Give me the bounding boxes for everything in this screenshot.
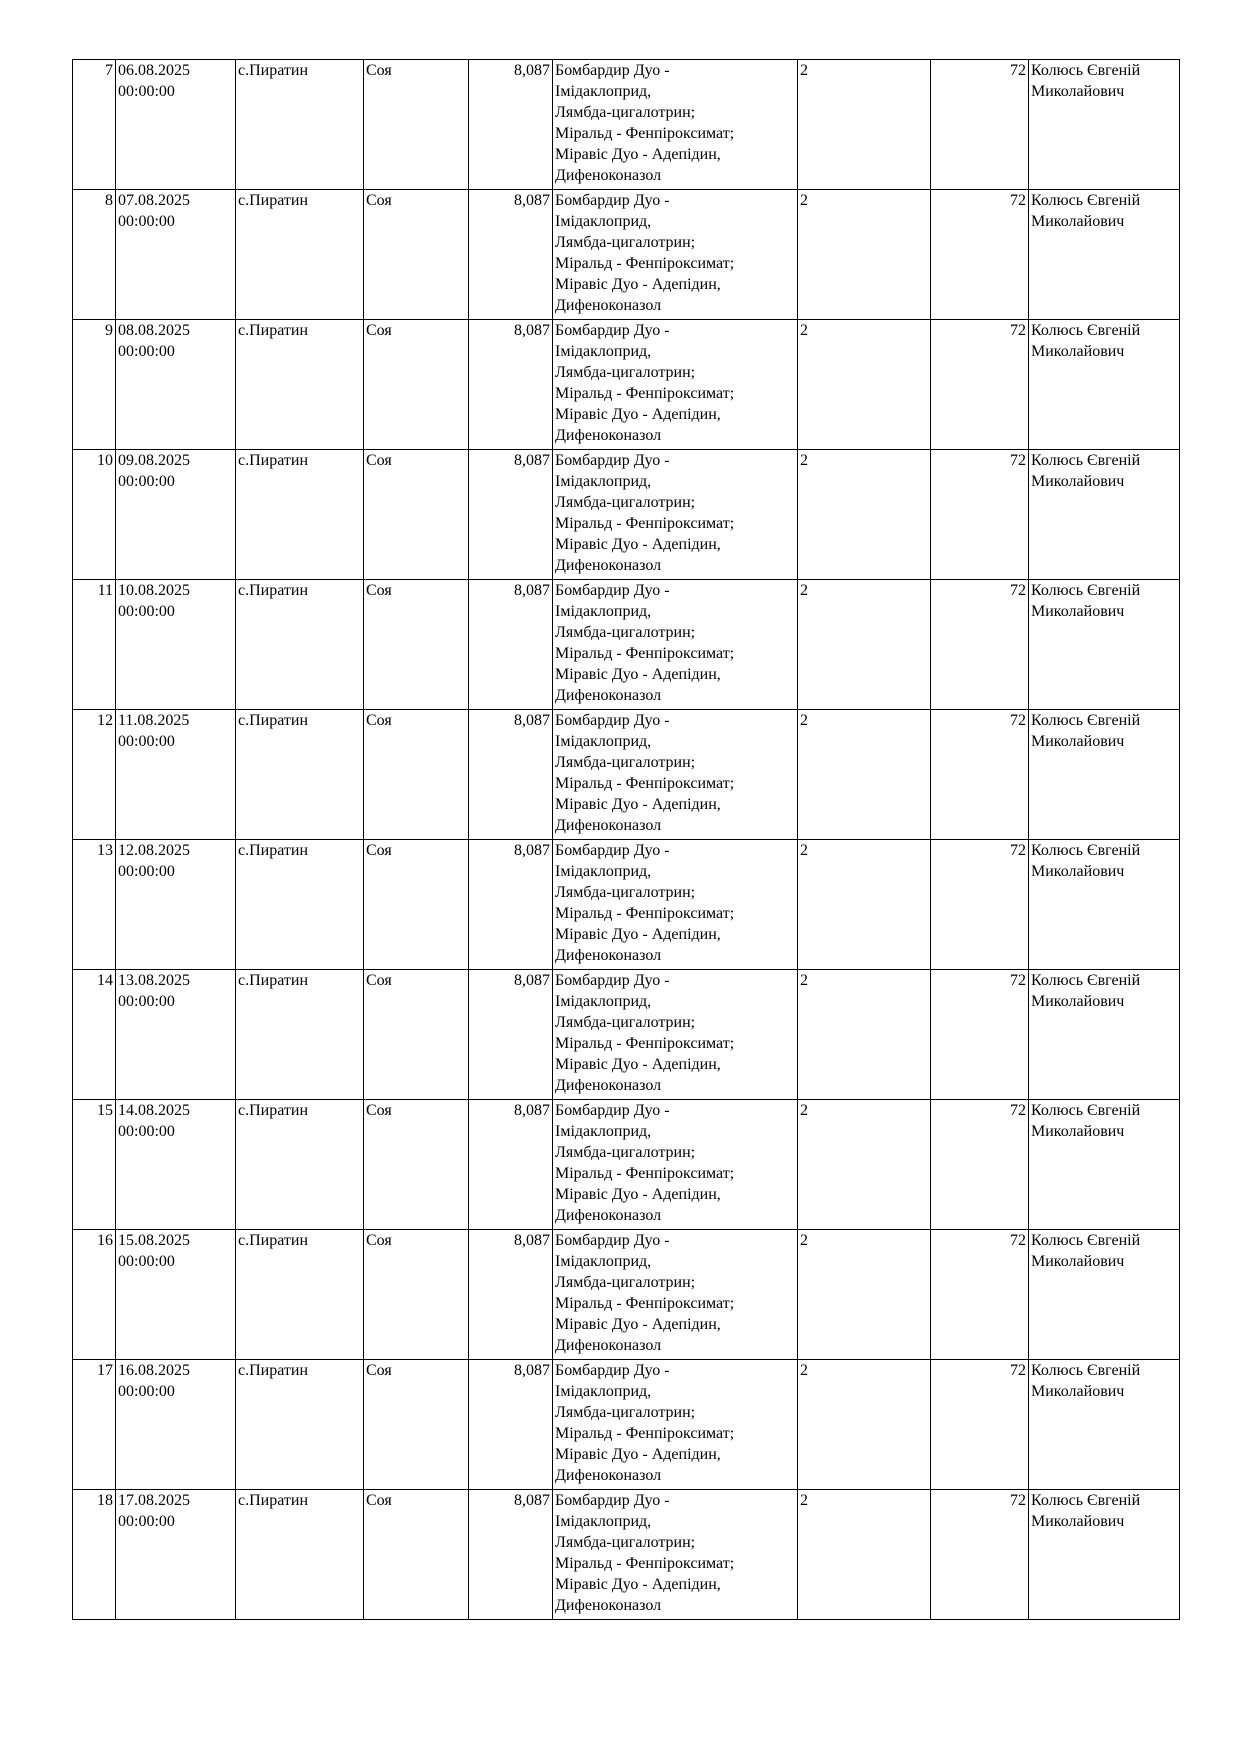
preparation-line: Міральд - Фенпіроксимат;: [555, 1295, 735, 1312]
preparation-line: Міравіс Дуо - Адепідин,: [555, 1576, 721, 1593]
preparation-line: Міральд - Фенпіроксимат;: [555, 905, 735, 922]
preparation-line: Міравіс Дуо - Адепідин,: [555, 406, 721, 423]
responsible-person-cell: Колюсь Євгеній Миколайович: [1029, 320, 1180, 450]
row-number: 12: [73, 710, 116, 840]
date: 08.08.2025: [118, 322, 190, 339]
place-cell: с.Пиратин: [236, 1230, 364, 1360]
area-cell: 8,087: [469, 1100, 553, 1230]
hours-cell: 72: [931, 970, 1029, 1100]
time: 00:00:00: [118, 1513, 175, 1530]
hours-cell: 72: [931, 580, 1029, 710]
preparation-line: Міральд - Фенпіроксимат;: [555, 1035, 735, 1052]
table-row: [73, 1230, 1180, 1360]
preparation-line: Бомбардир Дуо -: [555, 1102, 670, 1119]
preparation-cell: [553, 710, 798, 840]
preparation-cell: [553, 1100, 798, 1230]
preparation-line: Міравіс Дуо - Адепідин,: [555, 1186, 721, 1203]
date-cell: [116, 1360, 236, 1490]
preparation-line: Імідаклоприд,: [555, 733, 652, 750]
date-cell: [116, 710, 236, 840]
row-number: 11: [73, 580, 116, 710]
crop-cell: Соя: [364, 60, 469, 190]
preparation-line: Дифеноконазол: [555, 1207, 662, 1224]
table-row: [73, 970, 1180, 1100]
time: 00:00:00: [118, 603, 175, 620]
preparation-line: Бомбардир Дуо -: [555, 1362, 670, 1379]
crop-cell: Соя: [364, 840, 469, 970]
preparation-line: Міравіс Дуо - Адепідин,: [555, 666, 721, 683]
crop-cell: Соя: [364, 450, 469, 580]
preparation-line: Дифеноконазол: [555, 557, 662, 574]
preparation-cell: [553, 1490, 798, 1620]
hours-cell: 72: [931, 190, 1029, 320]
hazard-class-cell: 2: [798, 580, 931, 710]
time: 00:00:00: [118, 1123, 175, 1140]
table-row: [73, 1100, 1180, 1230]
row-number: 17: [73, 1360, 116, 1490]
date: 06.08.2025: [118, 62, 190, 79]
preparation-cell: [553, 580, 798, 710]
date-cell: [116, 580, 236, 710]
hazard-class-cell: 2: [798, 320, 931, 450]
date: 07.08.2025: [118, 192, 190, 209]
preparation-line: Лямбда-цигалотрин;: [555, 1534, 696, 1551]
responsible-person-cell: Колюсь Євгеній Миколайович: [1029, 970, 1180, 1100]
responsible-person-cell: Колюсь Євгеній Миколайович: [1029, 580, 1180, 710]
date-cell: [116, 840, 236, 970]
time: 00:00:00: [118, 1383, 175, 1400]
area-cell: 8,087: [469, 970, 553, 1100]
date: 10.08.2025: [118, 582, 190, 599]
hours-cell: 72: [931, 1490, 1029, 1620]
preparation-line: Міравіс Дуо - Адепідин,: [555, 1446, 721, 1463]
hazard-class-cell: 2: [798, 190, 931, 320]
time: 00:00:00: [118, 83, 175, 100]
preparation-line: Дифеноконазол: [555, 167, 662, 184]
area-cell: 8,087: [469, 1490, 553, 1620]
date-cell: [116, 1230, 236, 1360]
preparation-cell: [553, 970, 798, 1100]
preparation-line: Бомбардир Дуо -: [555, 1492, 670, 1509]
preparation-line: Лямбда-цигалотрин;: [555, 1014, 696, 1031]
hours-cell: 72: [931, 1100, 1029, 1230]
preparation-cell: [553, 190, 798, 320]
date: 09.08.2025: [118, 452, 190, 469]
preparation-line: Міравіс Дуо - Адепідин,: [555, 1316, 721, 1333]
place-cell: с.Пиратин: [236, 580, 364, 710]
time: 00:00:00: [118, 343, 175, 360]
area-cell: 8,087: [469, 580, 553, 710]
row-number: 9: [73, 320, 116, 450]
date-cell: [116, 1100, 236, 1230]
preparation-line: Міравіс Дуо - Адепідин,: [555, 1056, 721, 1073]
table-row: [73, 1360, 1180, 1490]
area-cell: 8,087: [469, 60, 553, 190]
hours-cell: 72: [931, 710, 1029, 840]
responsible-person-cell: Колюсь Євгеній Миколайович: [1029, 1490, 1180, 1620]
date: 16.08.2025: [118, 1362, 190, 1379]
preparation-line: Імідаклоприд,: [555, 1253, 652, 1270]
place-cell: с.Пиратин: [236, 450, 364, 580]
preparation-line: Бомбардир Дуо -: [555, 712, 670, 729]
time: 00:00:00: [118, 473, 175, 490]
time: 00:00:00: [118, 993, 175, 1010]
area-cell: 8,087: [469, 450, 553, 580]
row-number: 16: [73, 1230, 116, 1360]
hours-cell: 72: [931, 1360, 1029, 1490]
crop-cell: Соя: [364, 710, 469, 840]
preparation-cell: [553, 840, 798, 970]
place-cell: с.Пиратин: [236, 60, 364, 190]
date-cell: [116, 970, 236, 1100]
preparation-line: Міральд - Фенпіроксимат;: [555, 1165, 735, 1182]
preparation-line: Лямбда-цигалотрин;: [555, 494, 696, 511]
area-cell: 8,087: [469, 190, 553, 320]
preparation-line: Імідаклоприд,: [555, 1123, 652, 1140]
row-number: 13: [73, 840, 116, 970]
preparation-line: Лямбда-цигалотрин;: [555, 884, 696, 901]
responsible-person-cell: Колюсь Євгеній Миколайович: [1029, 450, 1180, 580]
time: 00:00:00: [118, 213, 175, 230]
date: 15.08.2025: [118, 1232, 190, 1249]
preparation-line: Міральд - Фенпіроксимат;: [555, 1555, 735, 1572]
preparation-line: Дифеноконазол: [555, 817, 662, 834]
preparation-line: Лямбда-цигалотрин;: [555, 624, 696, 641]
preparation-line: Лямбда-цигалотрин;: [555, 1274, 696, 1291]
preparation-line: Міральд - Фенпіроксимат;: [555, 645, 735, 662]
preparation-line: Лямбда-цигалотрин;: [555, 1144, 696, 1161]
responsible-person-cell: Колюсь Євгеній Миколайович: [1029, 60, 1180, 190]
area-cell: 8,087: [469, 1360, 553, 1490]
crop-cell: Соя: [364, 1360, 469, 1490]
preparation-line: Лямбда-цигалотрин;: [555, 364, 696, 381]
place-cell: с.Пиратин: [236, 970, 364, 1100]
preparation-line: Міравіс Дуо - Адепідин,: [555, 536, 721, 553]
area-cell: 8,087: [469, 320, 553, 450]
place-cell: с.Пиратин: [236, 840, 364, 970]
hazard-class-cell: 2: [798, 710, 931, 840]
preparation-line: Міравіс Дуо - Адепідин,: [555, 276, 721, 293]
hours-cell: 72: [931, 1230, 1029, 1360]
preparation-line: Бомбардир Дуо -: [555, 1232, 670, 1249]
preparation-line: Дифеноконазол: [555, 1467, 662, 1484]
hazard-class-cell: 2: [798, 1230, 931, 1360]
preparation-line: Імідаклоприд,: [555, 213, 652, 230]
row-number: 7: [73, 60, 116, 190]
crop-cell: Соя: [364, 1490, 469, 1620]
place-cell: с.Пиратин: [236, 1360, 364, 1490]
preparation-line: Міральд - Фенпіроксимат;: [555, 775, 735, 792]
area-cell: 8,087: [469, 840, 553, 970]
preparation-line: Дифеноконазол: [555, 1597, 662, 1614]
preparation-line: Міральд - Фенпіроксимат;: [555, 1425, 735, 1442]
crop-cell: Соя: [364, 1230, 469, 1360]
table-row: [73, 840, 1180, 970]
responsible-person-cell: Колюсь Євгеній Миколайович: [1029, 190, 1180, 320]
preparation-line: Бомбардир Дуо -: [555, 842, 670, 859]
preparation-line: Бомбардир Дуо -: [555, 62, 670, 79]
table-row: [73, 450, 1180, 580]
crop-cell: Соя: [364, 580, 469, 710]
table-body: [73, 60, 1180, 1620]
responsible-person-cell: Колюсь Євгеній Миколайович: [1029, 840, 1180, 970]
place-cell: с.Пиратин: [236, 1100, 364, 1230]
preparation-line: Дифеноконазол: [555, 947, 662, 964]
preparation-line: Бомбардир Дуо -: [555, 452, 670, 469]
preparation-line: Бомбардир Дуо -: [555, 192, 670, 209]
preparation-line: Дифеноконазол: [555, 687, 662, 704]
hazard-class-cell: 2: [798, 840, 931, 970]
table-row: [73, 320, 1180, 450]
preparation-line: Міральд - Фенпіроксимат;: [555, 125, 735, 142]
date-cell: [116, 60, 236, 190]
hazard-class-cell: 2: [798, 60, 931, 190]
preparation-line: Міральд - Фенпіроксимат;: [555, 515, 735, 532]
preparation-line: Дифеноконазол: [555, 1337, 662, 1354]
date-cell: [116, 320, 236, 450]
date-cell: [116, 450, 236, 580]
responsible-person-cell: Колюсь Євгеній Миколайович: [1029, 1100, 1180, 1230]
hazard-class-cell: 2: [798, 970, 931, 1100]
hours-cell: 72: [931, 320, 1029, 450]
preparation-line: Дифеноконазол: [555, 297, 662, 314]
preparation-line: Імідаклоприд,: [555, 1383, 652, 1400]
hours-cell: 72: [931, 60, 1029, 190]
preparation-line: Лямбда-цигалотрин;: [555, 1404, 696, 1421]
preparation-line: Бомбардир Дуо -: [555, 972, 670, 989]
preparation-line: Імідаклоприд,: [555, 473, 652, 490]
preparation-line: Імідаклоприд,: [555, 603, 652, 620]
table-row: [73, 1490, 1180, 1620]
hazard-class-cell: 2: [798, 450, 931, 580]
preparation-cell: [553, 60, 798, 190]
row-number: 18: [73, 1490, 116, 1620]
preparation-cell: [553, 1230, 798, 1360]
preparation-line: Міральд - Фенпіроксимат;: [555, 255, 735, 272]
pesticide-schedule-table: [72, 59, 1180, 1620]
preparation-line: Міральд - Фенпіроксимат;: [555, 385, 735, 402]
responsible-person-cell: Колюсь Євгеній Миколайович: [1029, 1230, 1180, 1360]
row-number: 14: [73, 970, 116, 1100]
crop-cell: Соя: [364, 1100, 469, 1230]
date: 11.08.2025: [118, 712, 190, 729]
place-cell: с.Пиратин: [236, 190, 364, 320]
table-row: [73, 60, 1180, 190]
preparation-line: Імідаклоприд,: [555, 863, 652, 880]
responsible-person-cell: Колюсь Євгеній Миколайович: [1029, 1360, 1180, 1490]
responsible-person-cell: Колюсь Євгеній Миколайович: [1029, 710, 1180, 840]
crop-cell: Соя: [364, 970, 469, 1100]
date-cell: [116, 1490, 236, 1620]
preparation-cell: [553, 320, 798, 450]
preparation-line: Імідаклоприд,: [555, 83, 652, 100]
preparation-line: Міравіс Дуо - Адепідин,: [555, 926, 721, 943]
preparation-cell: [553, 450, 798, 580]
row-number: 15: [73, 1100, 116, 1230]
preparation-line: Міравіс Дуо - Адепідин,: [555, 796, 721, 813]
preparation-line: Імідаклоприд,: [555, 993, 652, 1010]
row-number: 10: [73, 450, 116, 580]
time: 00:00:00: [118, 1253, 175, 1270]
hazard-class-cell: 2: [798, 1100, 931, 1230]
preparation-line: Дифеноконазол: [555, 427, 662, 444]
place-cell: с.Пиратин: [236, 1490, 364, 1620]
preparation-line: Лямбда-цигалотрин;: [555, 234, 696, 251]
row-number: 8: [73, 190, 116, 320]
date: 14.08.2025: [118, 1102, 190, 1119]
preparation-line: Лямбда-цигалотрин;: [555, 754, 696, 771]
area-cell: 8,087: [469, 1230, 553, 1360]
preparation-line: Дифеноконазол: [555, 1077, 662, 1094]
preparation-line: Лямбда-цигалотрин;: [555, 104, 696, 121]
hazard-class-cell: 2: [798, 1360, 931, 1490]
time: 00:00:00: [118, 733, 175, 750]
table-row: [73, 190, 1180, 320]
date: 12.08.2025: [118, 842, 190, 859]
crop-cell: Соя: [364, 320, 469, 450]
hours-cell: 72: [931, 450, 1029, 580]
table-row: [73, 710, 1180, 840]
date: 17.08.2025: [118, 1492, 190, 1509]
hours-cell: 72: [931, 840, 1029, 970]
date: 13.08.2025: [118, 972, 190, 989]
place-cell: с.Пиратин: [236, 320, 364, 450]
preparation-line: Бомбардир Дуо -: [555, 582, 670, 599]
table-row: [73, 580, 1180, 710]
date-cell: [116, 190, 236, 320]
preparation-line: Імідаклоприд,: [555, 1513, 652, 1530]
crop-cell: Соя: [364, 190, 469, 320]
place-cell: с.Пиратин: [236, 710, 364, 840]
preparation-line: Міравіс Дуо - Адепідин,: [555, 146, 721, 163]
hazard-class-cell: 2: [798, 1490, 931, 1620]
preparation-cell: [553, 1360, 798, 1490]
preparation-line: Імідаклоприд,: [555, 343, 652, 360]
area-cell: 8,087: [469, 710, 553, 840]
preparation-line: Бомбардир Дуо -: [555, 322, 670, 339]
time: 00:00:00: [118, 863, 175, 880]
